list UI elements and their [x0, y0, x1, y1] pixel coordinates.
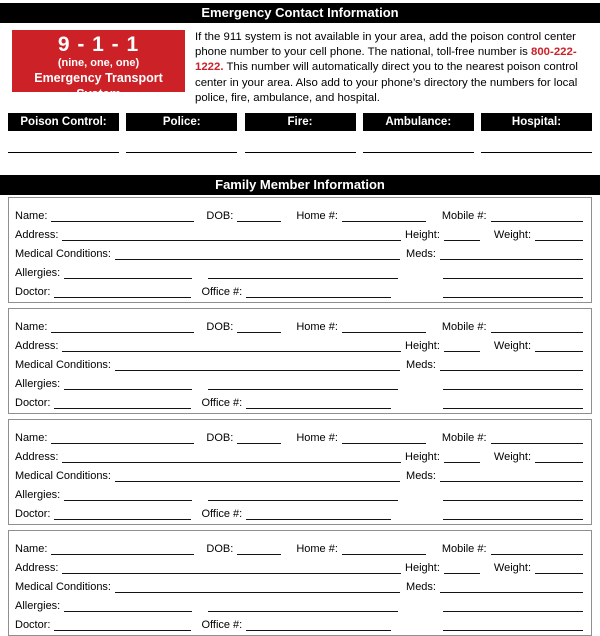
weight-label: Weight:	[493, 229, 531, 242]
weight-field-line[interactable]	[535, 229, 583, 241]
meds-continuation-line-2[interactable]	[443, 619, 583, 631]
weight-field-line[interactable]	[535, 562, 583, 574]
member-row-address	[15, 444, 583, 463]
medical-conditions-field-line[interactable]	[115, 470, 400, 482]
home-phone-field-line[interactable]	[342, 543, 426, 555]
name-field-line[interactable]	[51, 210, 194, 222]
police-label: Police:	[126, 113, 237, 131]
mobile-phone-label: Mobile #:	[441, 432, 487, 445]
poison-control-phone-number: 800-222-1222.	[195, 46, 577, 74]
hospital-label: Hospital:	[481, 113, 592, 131]
header-family-member	[0, 175, 600, 195]
weight-label: Weight:	[493, 451, 531, 464]
doctor-label: Doctor:	[15, 397, 51, 410]
mobile-phone-field-line[interactable]	[491, 321, 583, 333]
weight-label: Weight:	[493, 340, 531, 353]
doctor-label: Doctor:	[15, 619, 51, 632]
dob-field-line[interactable]	[237, 432, 281, 444]
911-pronunciation: (nine, one, one)	[57, 57, 140, 69]
meds-continuation-line-2[interactable]	[443, 508, 583, 520]
weight-label: Weight:	[493, 562, 531, 575]
member-row-name	[15, 203, 583, 222]
height-label: Height:	[405, 229, 440, 242]
mobile-phone-label: Mobile #:	[441, 210, 487, 223]
allergies-label: Allergies:	[15, 489, 61, 502]
height-label: Height:	[405, 451, 440, 464]
mobile-phone-field-line[interactable]	[491, 432, 583, 444]
meds-field-line[interactable]	[440, 470, 583, 482]
fire-label: Fire:	[245, 113, 356, 131]
911-box	[12, 30, 185, 101]
ambulance-field-line[interactable]	[363, 152, 474, 153]
allergies-label: Allergies:	[15, 600, 61, 613]
allergies-continuation-line[interactable]	[208, 267, 398, 279]
home-phone-label: Home #:	[296, 210, 338, 223]
meds-continuation-line-2[interactable]	[443, 286, 583, 298]
meds-label: Meds:	[406, 581, 436, 594]
meds-label: Meds:	[406, 470, 436, 483]
emergency-form-page	[0, 3, 600, 636]
home-phone-field-line[interactable]	[342, 321, 426, 333]
poison-control-field-line[interactable]	[8, 152, 119, 153]
family-member-block	[8, 530, 592, 636]
header-emergency-contact	[0, 3, 600, 23]
height-field-line[interactable]	[444, 340, 480, 352]
paragraph-text-after: This number will automatically direct you to the nearest poison control center in your area. Also add to your phone’s directory the numbers for local police, fire, ambulance, and hospital.	[195, 61, 578, 104]
office-phone-field-line[interactable]	[246, 508, 391, 520]
fire-field-line[interactable]	[245, 152, 356, 153]
member-row-name	[15, 425, 583, 444]
medical-conditions-field-line[interactable]	[115, 581, 400, 593]
home-phone-label: Home #:	[296, 432, 338, 445]
doctor-label: Doctor:	[15, 286, 51, 299]
dob-label: DOB:	[206, 543, 234, 556]
allergies-field-line[interactable]	[64, 378, 192, 390]
dob-field-line[interactable]	[237, 321, 281, 333]
emergency-numbers-lines	[8, 152, 592, 153]
member-row-name	[15, 314, 583, 333]
member-row-allergies	[15, 593, 583, 612]
home-phone-field-line[interactable]	[342, 210, 426, 222]
office-phone-label: Office #:	[201, 397, 243, 410]
office-phone-field-line[interactable]	[246, 397, 391, 409]
medical-conditions-label: Medical Conditions:	[15, 248, 111, 261]
address-field-line[interactable]	[62, 340, 401, 352]
meds-label: Meds:	[406, 359, 436, 372]
medical-conditions-label: Medical Conditions:	[15, 470, 111, 483]
height-field-line[interactable]	[444, 451, 480, 463]
address-label: Address:	[15, 229, 59, 242]
dob-field-line[interactable]	[237, 543, 281, 555]
family-section-title: Family Member Information	[215, 177, 385, 193]
medical-conditions-label: Medical Conditions:	[15, 581, 111, 594]
mobile-phone-label: Mobile #:	[441, 543, 487, 556]
doctor-field-line[interactable]	[54, 286, 191, 298]
family-members	[8, 197, 592, 636]
member-row-address	[15, 333, 583, 352]
mobile-phone-field-line[interactable]	[491, 543, 583, 555]
name-field-line[interactable]	[51, 432, 194, 444]
member-row-medical	[15, 463, 583, 482]
allergies-continuation-line[interactable]	[208, 378, 398, 390]
meds-continuation-line-2[interactable]	[443, 397, 583, 409]
member-row-allergies	[15, 482, 583, 501]
meds-field-line[interactable]	[440, 248, 583, 260]
office-phone-label: Office #:	[201, 286, 243, 299]
family-member-block	[8, 419, 592, 525]
meds-field-line[interactable]	[440, 359, 583, 371]
meds-continuation-line-1[interactable]	[443, 600, 583, 612]
height-field-line[interactable]	[444, 562, 480, 574]
member-row-allergies	[15, 371, 583, 390]
meds-continuation-line-1[interactable]	[443, 378, 583, 390]
medical-conditions-field-line[interactable]	[115, 248, 400, 260]
doctor-label: Doctor:	[15, 508, 51, 521]
hospital-field-line[interactable]	[481, 152, 592, 153]
home-phone-label: Home #:	[296, 321, 338, 334]
poison-control-label: Poison Control:	[8, 113, 119, 131]
allergies-continuation-line[interactable]	[208, 600, 398, 612]
member-row-name	[15, 536, 583, 555]
family-member-block	[8, 197, 592, 303]
member-row-doctor	[15, 279, 583, 298]
member-row-doctor	[15, 612, 583, 631]
emergency-numbers-row	[8, 113, 592, 131]
meds-field-line[interactable]	[440, 581, 583, 593]
dob-label: DOB:	[206, 432, 234, 445]
allergies-field-line[interactable]	[64, 489, 192, 501]
home-phone-label: Home #:	[296, 543, 338, 556]
meds-continuation-line-1[interactable]	[443, 267, 583, 279]
address-label: Address:	[15, 451, 59, 464]
name-field-line[interactable]	[51, 543, 194, 555]
office-phone-field-line[interactable]	[246, 286, 391, 298]
name-label: Name:	[15, 543, 48, 556]
paragraph-text-before: If the 911 system is not available in your area, add the poison control center phone number to your cell phone. The national, toll-free number is	[195, 31, 576, 59]
name-label: Name:	[15, 321, 48, 334]
dob-label: DOB:	[206, 321, 234, 334]
allergies-field-line[interactable]	[64, 600, 192, 612]
page-title: Emergency Contact Information	[201, 5, 399, 20]
911-number: 9 - 1 - 1	[57, 33, 140, 56]
meds-label: Meds:	[406, 248, 436, 261]
member-row-doctor	[15, 390, 583, 409]
mobile-phone-label: Mobile #:	[441, 321, 487, 334]
police-field-line[interactable]	[126, 152, 237, 153]
mobile-phone-field-line[interactable]	[491, 210, 583, 222]
meds-continuation-line-1[interactable]	[443, 489, 583, 501]
ambulance-label: Ambulance:	[363, 113, 474, 131]
poison-control-paragraph	[195, 30, 590, 106]
intro-section	[12, 30, 590, 106]
dob-field-line[interactable]	[237, 210, 281, 222]
address-label: Address:	[15, 562, 59, 575]
member-row-doctor	[15, 501, 583, 520]
911-caption: Emergency Transport System	[34, 71, 163, 101]
member-row-allergies	[15, 260, 583, 279]
member-row-medical	[15, 352, 583, 371]
doctor-field-line[interactable]	[54, 508, 191, 520]
allergies-label: Allergies:	[15, 378, 61, 391]
doctor-field-line[interactable]	[54, 397, 191, 409]
member-row-address	[15, 222, 583, 241]
member-row-address	[15, 555, 583, 574]
height-label: Height:	[405, 340, 440, 353]
member-row-medical	[15, 574, 583, 593]
name-label: Name:	[15, 210, 48, 223]
allergies-continuation-line[interactable]	[208, 489, 398, 501]
dob-label: DOB:	[206, 210, 234, 223]
name-field-line[interactable]	[51, 321, 194, 333]
medical-conditions-label: Medical Conditions:	[15, 359, 111, 372]
height-label: Height:	[405, 562, 440, 575]
address-field-line[interactable]	[62, 229, 401, 241]
office-phone-field-line[interactable]	[246, 619, 391, 631]
address-field-line[interactable]	[62, 562, 401, 574]
member-row-medical	[15, 241, 583, 260]
name-label: Name:	[15, 432, 48, 445]
weight-field-line[interactable]	[535, 340, 583, 352]
height-field-line[interactable]	[444, 229, 480, 241]
family-member-block	[8, 308, 592, 414]
weight-field-line[interactable]	[535, 451, 583, 463]
office-phone-label: Office #:	[201, 508, 243, 521]
address-label: Address:	[15, 340, 59, 353]
home-phone-field-line[interactable]	[342, 432, 426, 444]
doctor-field-line[interactable]	[54, 619, 191, 631]
allergies-field-line[interactable]	[64, 267, 192, 279]
medical-conditions-field-line[interactable]	[115, 359, 400, 371]
allergies-label: Allergies:	[15, 267, 61, 280]
address-field-line[interactable]	[62, 451, 401, 463]
office-phone-label: Office #:	[201, 619, 243, 632]
